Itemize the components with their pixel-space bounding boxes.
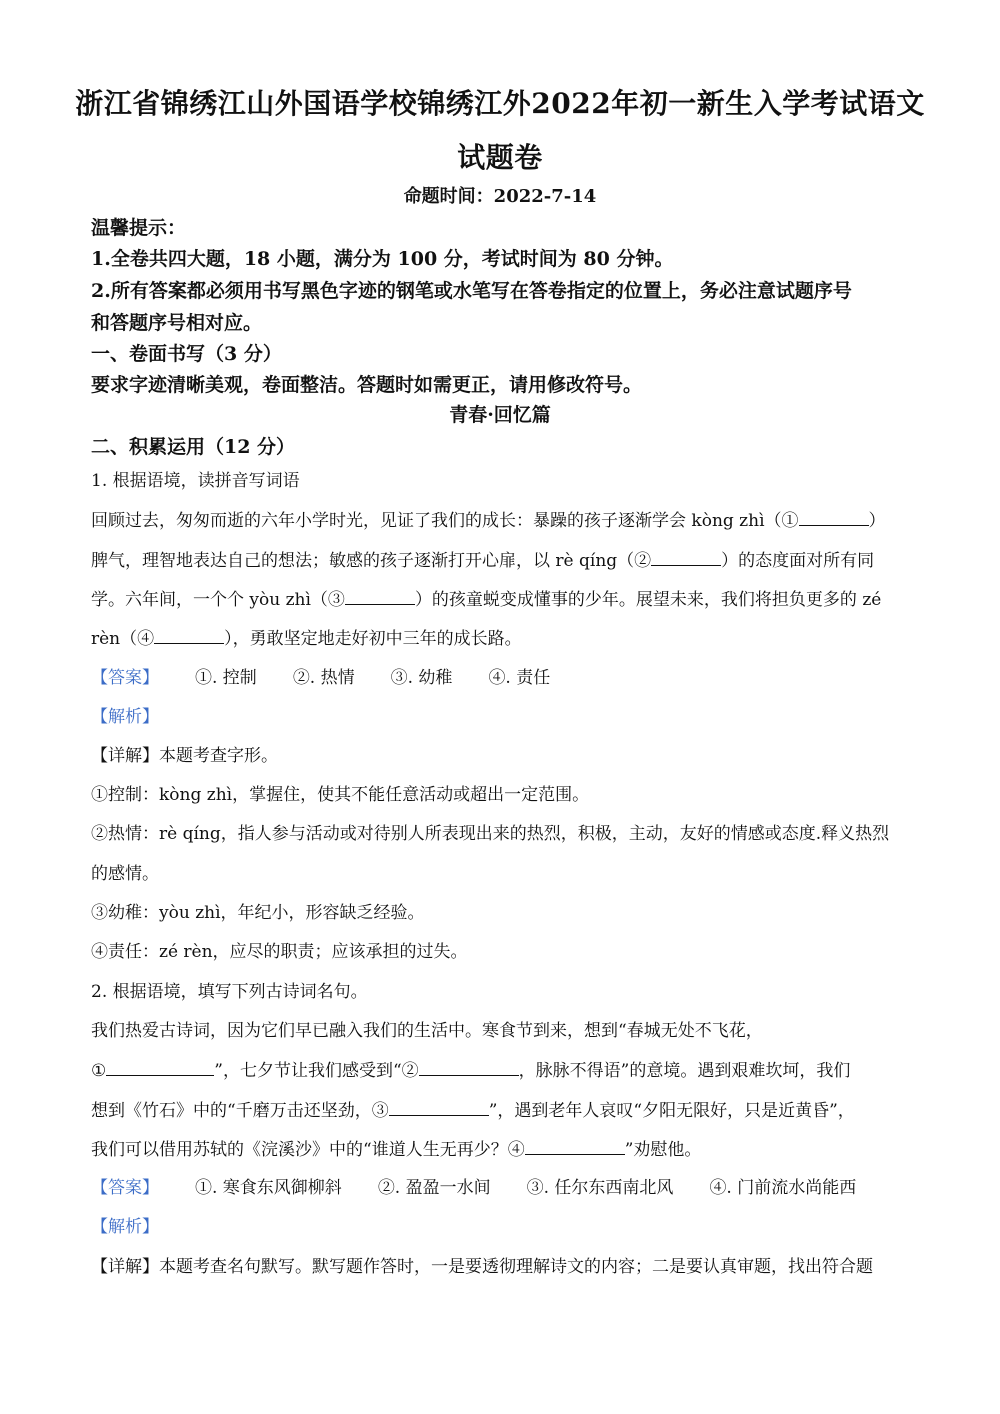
q2-prompt: 2. 根据语境，填写下列古诗词名句。 [91,982,368,1002]
detail-text: 本题考查名句默写。默写题作答时，一是要透彻理解诗文的内容；二是要认真审题，找出符合题 [159,1257,873,1277]
answer-item: ②. 热情 [292,668,355,688]
q2-line3 [91,1097,911,1124]
answer-item: ①. 控制 [195,668,257,688]
q1-explain-4: ④责任：zé rèn，应尽的职责；应该承担的过失。 [91,942,468,962]
detail-text: 本题考查字形。 [159,746,278,766]
q2-line4 [91,1136,911,1163]
q2-line2-mid: ”，七夕节让我们感受到“② [214,1061,419,1081]
notice-heading: 温馨提示： [91,217,187,239]
detail-tag: 【详解】 [91,746,159,766]
q1-explain-1: ①控制：kòng zhì，掌握住，使其不能任意活动或超出一定范围。 [91,785,590,805]
q2-line1: 我们热爱古诗词，因为它们早已融入我们的生活中。寒食节到来，想到“春城无处不飞花， [91,1021,763,1041]
answer-tag: 【答案】 [91,668,159,688]
exam-title-line1: 浙江省锦绣江山外国语学校锦绣江外2022年初一新生入学考试语文 [75,87,925,120]
answer-blank-8 [525,1136,625,1155]
exam-title-line2: 试题卷 [457,141,543,174]
q1-explain-2-cont: 的感情。 [91,864,159,884]
answer-blank-7 [389,1097,489,1116]
q2-line4-end: ”劝慰他。 [624,1140,702,1160]
answer-blank-5 [106,1057,214,1076]
answer-blank-4 [154,625,224,644]
answer-item: ④. 责任 [488,668,551,688]
q2-line3-start: 想到《竹石》中的“千磨万击还坚劲，③ [91,1101,389,1121]
q1-prompt: 1. 根据语境，读拼音写词语 [91,471,300,491]
q1-explain-2: ②热情：rè qíng，指人参与活动或对待别人所表现出来的热烈，积极，主动，友好的情感或态度.释义热烈 [91,824,890,844]
analysis-tag: 【解析】 [91,1217,159,1237]
answer-item: ②. 盈盈一水间 [377,1178,491,1198]
q1-line4-end: ），勇敢坚定地走好初中三年的成长路。 [224,629,522,649]
answer-blank-2 [651,547,721,566]
section1-heading: 一、卷面书写（3 分） [91,343,282,365]
q1-line3 [91,586,911,613]
q1-line4 [91,625,911,652]
section1-text: 要求字迹清晰美观，卷面整洁。答题时如需更正，请用修改符号。 [91,374,643,396]
answer-item: ④. 门前流水尚能西 [709,1178,857,1198]
answer-blank-3 [345,586,415,605]
q1-line3-end: ）的孩童蜕变成懂事的少年。展望未来，我们将担负更多的 zé [414,590,882,610]
notice-item-1: 1.全卷共四大题，18 小题，满分为 100 分，考试时间为 80 分钟。 [91,248,674,270]
q1-line1-end: ） [868,511,886,531]
answer-item: ③. 幼稚 [390,668,453,688]
q1-line2-end: ）的态度面对所有同 [721,551,875,571]
q1-line2-text: 脾气，理智地表达自己的想法；敏感的孩子逐渐打开心扉，以 rè qíng（② [91,551,652,571]
q1-line1 [91,507,911,534]
q1-answer-row [91,665,911,691]
q1-detail [91,743,911,769]
answer-tag: 【答案】 [91,1178,159,1198]
q1-line4-text: rèn（④ [91,629,155,649]
detail-tag: 【详解】 [91,1257,159,1277]
q1-line1-text: 回顾过去，匆匆而逝的六年小学时光，见证了我们的成长：暴躁的孩子逐渐学会 kòng zhì（① [91,511,799,531]
q1-line3-text: 学。六年间，一个个 yòu zhì（③ [91,590,345,610]
q2-line4-start: 我们可以借用苏轼的《浣溪沙》中的“谁道人生无再少？④ [91,1140,525,1160]
notice-item-2-line2: 和答题序号相对应。 [91,312,263,334]
analysis-tag: 【解析】 [91,707,159,727]
q2-answer-row [91,1175,911,1201]
q2-line2-start: ① [91,1061,107,1081]
q2-line2-end: ，脉脉不得语”的意境。遇到艰难坎坷，我们 [518,1061,851,1081]
q1-explain-3: ③幼稚：yòu zhì，年纪小，形容缺乏经验。 [91,903,425,923]
q1-line2 [91,547,911,574]
notice-item-2-line1: 2.所有答案都必须用书写黑色字迹的钢笔或水笔写在答卷指定的位置上，务必注意试题序号 [91,280,852,302]
section2-heading: 二、积累运用（12 分） [91,436,296,458]
answer-item: ③. 任尔东西南北风 [526,1178,674,1198]
q2-line3-end: ”，遇到老年人哀叹“夕阳无限好，只是近黄昏”， [488,1101,855,1121]
q2-detail [91,1254,911,1280]
chapter-title: 青春·回忆篇 [449,404,551,426]
exam-date: 命题时间：2022-7-14 [403,186,597,207]
answer-blank-6 [419,1057,519,1076]
answer-item: ①. 寒食东风御柳斜 [195,1178,342,1198]
answer-blank-1 [799,507,869,526]
q2-line2 [91,1057,911,1084]
